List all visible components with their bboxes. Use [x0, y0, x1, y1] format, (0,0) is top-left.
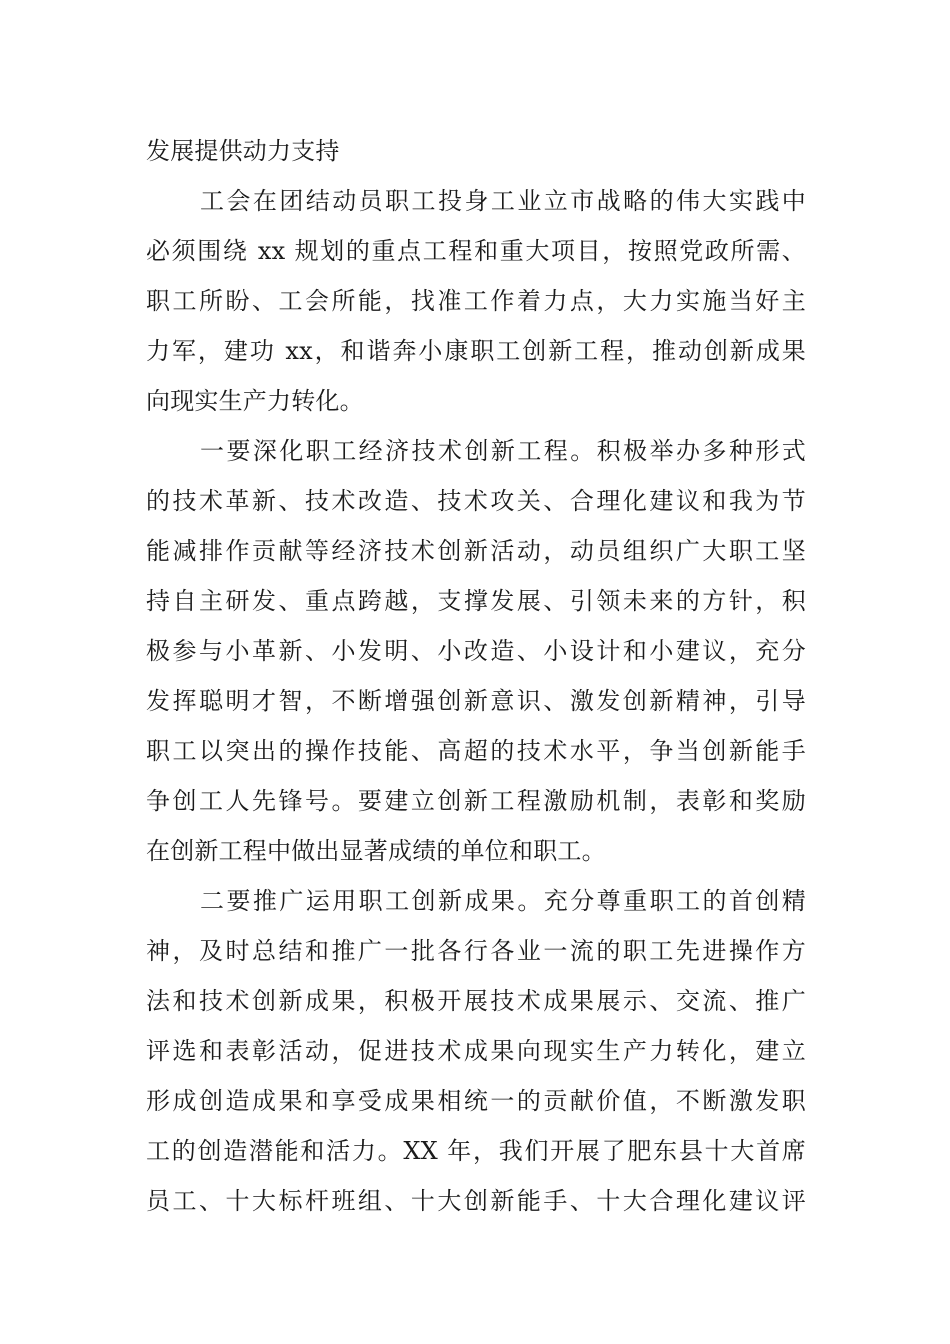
text-line: 必须围绕 xx 规划的重点工程和重大项目，按照党政所需、	[146, 237, 806, 265]
text-line: 法和技术创新成果，积极开展技术成果展示、交流、推广	[146, 987, 806, 1015]
text-line: 发挥聪明才智，不断增强创新意识、激发创新精神，引导	[146, 687, 806, 715]
text-line: 发展提供动力支持	[146, 137, 340, 165]
text-line: 向现实生产力转化。	[146, 387, 364, 415]
body-text	[146, 126, 806, 1226]
text-line: 在创新工程中做出显著成绩的单位和职工。	[146, 837, 606, 865]
text-line: 工的创造潜能和活力。XX 年，我们开展了肥东县十大首席	[146, 1137, 806, 1165]
text-line: 能减排作贡献等经济技术创新活动，动员组织广大职工坚	[146, 537, 806, 565]
text-line: 持自主研发、重点跨越，支撑发展、引领未来的方针，积	[146, 587, 806, 615]
text-line: 职工所盼、工会所能，找准工作着力点，大力实施当好主	[146, 287, 806, 315]
paragraph-first-line: 一要深化职工经济技术创新工程。积极举办多种形式	[200, 437, 806, 465]
text-line: 职工以突出的操作技能、高超的技术水平，争当创新能手	[146, 737, 806, 765]
text-line: 员工、十大标杆班组、十大创新能手、十大合理化建议评	[146, 1187, 806, 1215]
paragraph-first-line: 工会在团结动员职工投身工业立市战略的伟大实践中	[200, 187, 806, 215]
text-line: 神，及时总结和推广一批各行各业一流的职工先进操作方	[146, 937, 806, 965]
text-line: 争创工人先锋号。要建立创新工程激励机制，表彰和奖励	[146, 787, 806, 815]
text-line: 评选和表彰活动，促进技术成果向现实生产力转化，建立	[146, 1037, 806, 1065]
text-line: 力军，建功 xx，和谐奔小康职工创新工程，推动创新成果	[146, 337, 806, 365]
text-line: 形成创造成果和享受成果相统一的贡献价值，不断激发职	[146, 1087, 806, 1115]
paragraph-first-line: 二要推广运用职工创新成果。充分尊重职工的首创精	[200, 887, 806, 915]
text-line: 极参与小革新、小发明、小改造、小设计和小建议，充分	[146, 637, 806, 665]
text-line: 的技术革新、技术改造、技术攻关、合理化建议和我为节	[146, 487, 806, 515]
